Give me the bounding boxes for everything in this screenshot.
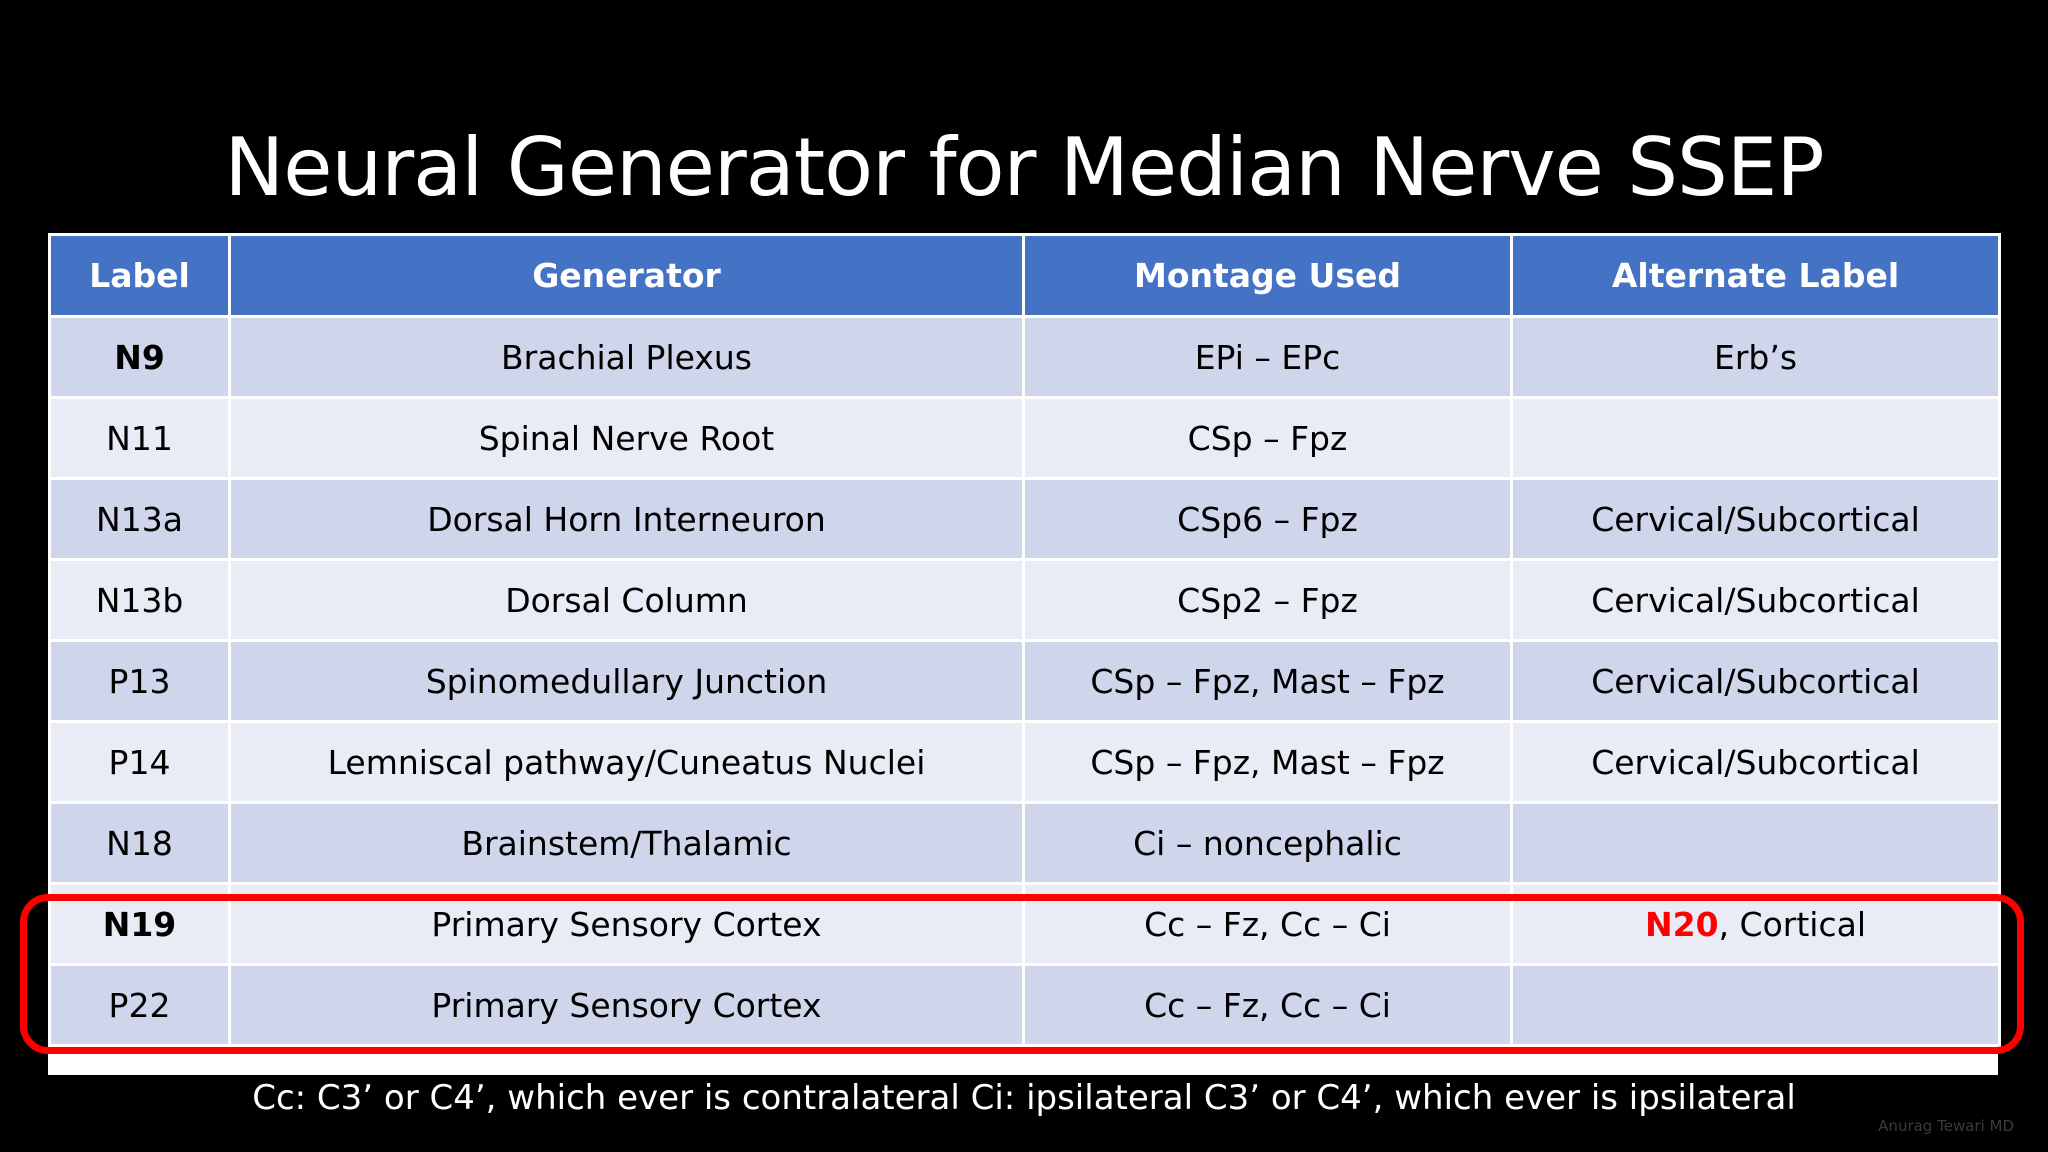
alt-label-text: , Cortical (1718, 904, 1866, 944)
table-row (50, 722, 2000, 803)
table-header-row (50, 235, 2000, 317)
cell-label: N11 (50, 398, 230, 479)
header-alternate-label: Alternate Label (1512, 235, 2000, 317)
alt-label-text: Cervical/Subcortical (1591, 661, 1920, 701)
cell-label: P22 (50, 965, 230, 1046)
cell-generator: Dorsal Column (230, 560, 1024, 641)
cell-generator: Spinal Nerve Root (230, 398, 1024, 479)
cell-generator: Primary Sensory Cortex (230, 965, 1024, 1046)
cell-alternate-label (1512, 560, 2000, 641)
header-generator: Generator (230, 235, 1024, 317)
cell-generator: Brachial Plexus (230, 317, 1024, 398)
table-row (50, 479, 2000, 560)
cell-montage: CSp – Fpz, Mast – Fpz (1024, 722, 1512, 803)
cell-montage: CSp2 – Fpz (1024, 560, 1512, 641)
generator-table-container (48, 233, 1998, 1075)
table-row (50, 398, 2000, 479)
cell-generator: Dorsal Horn Interneuron (230, 479, 1024, 560)
cell-alternate-label (1512, 722, 2000, 803)
cell-label: N13a (50, 479, 230, 560)
header-label: Label (50, 235, 230, 317)
header-montage-used: Montage Used (1024, 235, 1512, 317)
table-row-highlighted (50, 965, 2000, 1046)
cell-montage: CSp6 – Fpz (1024, 479, 1512, 560)
cell-alternate-label (1512, 803, 2000, 884)
table-row (50, 803, 2000, 884)
cell-label: N18 (50, 803, 230, 884)
cell-label: N19 (50, 884, 230, 965)
cell-generator: Lemniscal pathway/Cuneatus Nuclei (230, 722, 1024, 803)
cell-label: P13 (50, 641, 230, 722)
cell-montage: Cc – Fz, Cc – Ci (1024, 884, 1512, 965)
cell-alternate-label (1512, 965, 2000, 1046)
cell-alternate-label (1512, 479, 2000, 560)
cell-alternate-label (1512, 398, 2000, 479)
cell-generator: Brainstem/Thalamic (230, 803, 1024, 884)
cell-label: N13b (50, 560, 230, 641)
cell-label: N9 (50, 317, 230, 398)
table-row (50, 560, 2000, 641)
table-row (50, 317, 2000, 398)
cell-alternate-label (1512, 641, 2000, 722)
generator-table (48, 233, 2001, 1047)
cell-montage: CSp – Fpz (1024, 398, 1512, 479)
alt-label-text: Cervical/Subcortical (1591, 580, 1920, 620)
slide-title: Neural Generator for Median Nerve SSEP (224, 121, 1824, 214)
cell-label: P14 (50, 722, 230, 803)
cell-alternate-label (1512, 317, 2000, 398)
cell-montage: Cc – Fz, Cc – Ci (1024, 965, 1512, 1046)
alt-label-text: Erb’s (1713, 337, 1798, 377)
cell-generator: Spinomedullary Junction (230, 641, 1024, 722)
footnote: Cc: C3’ or C4’, which ever is contralateral Ci: ipsilateral C3’ or C4’, which ever is ipsilateral (252, 1078, 1796, 1118)
cell-montage: Ci – noncephalic (1024, 803, 1512, 884)
table-row (50, 641, 2000, 722)
cell-alternate-label (1512, 884, 2000, 965)
cell-montage: CSp – Fpz, Mast – Fpz (1024, 641, 1512, 722)
alt-label-text: Cervical/Subcortical (1591, 742, 1920, 782)
watermark: Anurag Tewari MD (1878, 1117, 2014, 1135)
cell-montage: EPi – EPc (1024, 317, 1512, 398)
alt-label-text: Cervical/Subcortical (1591, 499, 1920, 539)
alt-label-strong: N20 (1645, 904, 1719, 944)
table-row-highlighted (50, 884, 2000, 965)
cell-generator: Primary Sensory Cortex (230, 884, 1024, 965)
